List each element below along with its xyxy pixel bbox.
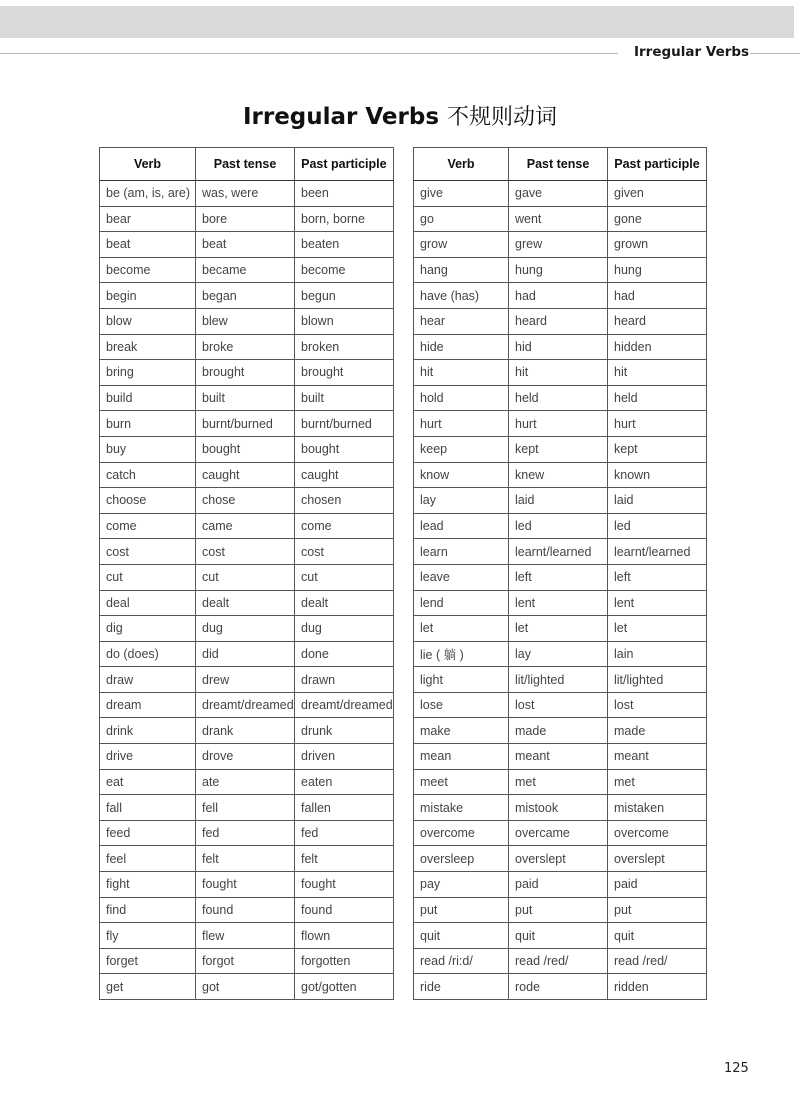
table-row — [100, 232, 394, 258]
past-tense-cell: fought — [196, 872, 295, 898]
verb-cell: hurt — [414, 411, 509, 437]
table-row — [100, 283, 394, 309]
past-participle-cell: drawn — [295, 667, 394, 693]
past-tense-cell: drew — [196, 667, 295, 693]
past-tense-cell: broke — [196, 334, 295, 360]
past-tense-cell: gave — [509, 181, 608, 207]
past-participle-cell: fought — [295, 872, 394, 898]
past-participle-cell: laid — [608, 488, 707, 514]
table-row — [100, 616, 394, 642]
past-participle-cell: given — [608, 181, 707, 207]
past-participle-cell: begun — [295, 283, 394, 309]
past-tense-cell: went — [509, 206, 608, 232]
past-tense-cell: dealt — [196, 590, 295, 616]
verbs-table-left — [99, 147, 394, 1000]
past-tense-cell: had — [509, 283, 608, 309]
verb-cell: ride — [414, 974, 509, 1000]
past-participle-cell: flown — [295, 923, 394, 949]
past-participle-cell: had — [608, 283, 707, 309]
past-tense-cell: felt — [196, 846, 295, 872]
verb-cell: fight — [100, 872, 196, 898]
table-row — [100, 897, 394, 923]
past-participle-cell: heard — [608, 308, 707, 334]
verb-cell: give — [414, 181, 509, 207]
column-header-past-participle: Past participle — [295, 148, 394, 181]
past-participle-cell: quit — [608, 923, 707, 949]
past-tense-cell: learnt/learned — [509, 539, 608, 565]
past-tense-cell: made — [509, 718, 608, 744]
past-participle-cell: brought — [295, 360, 394, 386]
verb-cell: lie ( 躺 ) — [414, 641, 509, 667]
verb-cell: do (does) — [100, 641, 196, 667]
past-tense-cell: lay — [509, 641, 608, 667]
verb-cell: hang — [414, 257, 509, 283]
past-tense-cell: overcame — [509, 820, 608, 846]
past-participle-cell: meant — [608, 744, 707, 770]
verb-cell: put — [414, 897, 509, 923]
past-tense-cell: knew — [509, 462, 608, 488]
past-participle-cell: learnt/learned — [608, 539, 707, 565]
past-tense-cell: kept — [509, 436, 608, 462]
verb-cell: lend — [414, 590, 509, 616]
verb-cell: leave — [414, 564, 509, 590]
past-tense-cell: built — [196, 385, 295, 411]
past-participle-cell: come — [295, 513, 394, 539]
table-row — [100, 667, 394, 693]
past-tense-cell: rode — [509, 974, 608, 1000]
past-participle-cell: held — [608, 385, 707, 411]
past-participle-cell: ridden — [608, 974, 707, 1000]
verb-cell: catch — [100, 462, 196, 488]
past-participle-cell: done — [295, 641, 394, 667]
table-row — [100, 539, 394, 565]
table-row — [100, 360, 394, 386]
past-tense-cell: grew — [509, 232, 608, 258]
past-tense-cell: forgot — [196, 948, 295, 974]
table-row — [100, 488, 394, 514]
past-participle-cell: hung — [608, 257, 707, 283]
past-tense-cell: paid — [509, 872, 608, 898]
past-tense-cell: fell — [196, 795, 295, 821]
table-row — [100, 820, 394, 846]
past-participle-cell: broken — [295, 334, 394, 360]
verb-cell: fly — [100, 923, 196, 949]
verb-cell: eat — [100, 769, 196, 795]
past-tense-cell: flew — [196, 923, 295, 949]
past-participle-cell: put — [608, 897, 707, 923]
table-row — [414, 948, 707, 974]
verb-cell: overcome — [414, 820, 509, 846]
table-row — [414, 692, 707, 718]
past-tense-cell: dreamt/dreamed — [196, 692, 295, 718]
table-row — [100, 641, 394, 667]
past-tense-cell: hung — [509, 257, 608, 283]
table-row — [414, 564, 707, 590]
table-row — [100, 744, 394, 770]
table-row — [100, 846, 394, 872]
past-participle-cell: dreamt/dreamed — [295, 692, 394, 718]
verb-cell: grow — [414, 232, 509, 258]
verb-cell: choose — [100, 488, 196, 514]
table-row — [100, 948, 394, 974]
verb-cell: pay — [414, 872, 509, 898]
past-participle-cell: overcome — [608, 820, 707, 846]
table-row — [414, 923, 707, 949]
table-row — [414, 488, 707, 514]
past-tense-cell: dug — [196, 616, 295, 642]
past-participle-cell: read /red/ — [608, 948, 707, 974]
table-row — [414, 769, 707, 795]
past-tense-cell: got — [196, 974, 295, 1000]
past-participle-cell: dealt — [295, 590, 394, 616]
past-participle-cell: dug — [295, 616, 394, 642]
verb-cell: make — [414, 718, 509, 744]
table-row — [414, 820, 707, 846]
past-participle-cell: built — [295, 385, 394, 411]
verb-cell: dream — [100, 692, 196, 718]
table-row — [100, 257, 394, 283]
table-row — [100, 564, 394, 590]
past-participle-cell: lit/lighted — [608, 667, 707, 693]
past-participle-cell: burnt/burned — [295, 411, 394, 437]
past-participle-cell: become — [295, 257, 394, 283]
table-row — [414, 590, 707, 616]
table-row — [100, 718, 394, 744]
past-participle-cell: fallen — [295, 795, 394, 821]
past-tense-cell: lit/lighted — [509, 667, 608, 693]
past-participle-cell: bought — [295, 436, 394, 462]
verb-cell: know — [414, 462, 509, 488]
table-row — [100, 513, 394, 539]
past-participle-cell: driven — [295, 744, 394, 770]
table-row — [414, 846, 707, 872]
verb-cell: lead — [414, 513, 509, 539]
table-row — [100, 692, 394, 718]
verb-cell: hit — [414, 360, 509, 386]
past-tense-cell: left — [509, 564, 608, 590]
column-header-past-participle: Past participle — [608, 148, 707, 181]
past-tense-cell: blew — [196, 308, 295, 334]
verb-cell: begin — [100, 283, 196, 309]
table-header-row — [414, 148, 707, 181]
past-tense-cell: overslept — [509, 846, 608, 872]
past-participle-cell: kept — [608, 436, 707, 462]
verb-cell: burn — [100, 411, 196, 437]
page-title-english: Irregular Verbs — [242, 104, 440, 130]
table-row — [414, 872, 707, 898]
past-tense-cell: held — [509, 385, 608, 411]
verb-cell: find — [100, 897, 196, 923]
verb-cell: build — [100, 385, 196, 411]
verb-cell: cut — [100, 564, 196, 590]
past-participle-cell: got/gotten — [295, 974, 394, 1000]
verb-cell: lose — [414, 692, 509, 718]
column-header-verb: Verb — [100, 148, 196, 181]
past-participle-cell: paid — [608, 872, 707, 898]
past-tense-cell: heard — [509, 308, 608, 334]
past-participle-cell: known — [608, 462, 707, 488]
table-header-row — [100, 148, 394, 181]
table-row — [414, 641, 707, 667]
past-participle-cell: forgotten — [295, 948, 394, 974]
column-header-past-tense: Past tense — [509, 148, 608, 181]
header-rule-left — [0, 53, 618, 54]
past-tense-cell: read /red/ — [509, 948, 608, 974]
table-row — [414, 257, 707, 283]
verb-cell: feel — [100, 846, 196, 872]
past-participle-cell: blown — [295, 308, 394, 334]
past-participle-cell: made — [608, 718, 707, 744]
past-tense-cell: caught — [196, 462, 295, 488]
past-participle-cell: felt — [295, 846, 394, 872]
past-tense-cell: met — [509, 769, 608, 795]
verb-cell: be (am, is, are) — [100, 181, 196, 207]
verb-cell: quit — [414, 923, 509, 949]
past-participle-cell: born, borne — [295, 206, 394, 232]
past-tense-cell: hit — [509, 360, 608, 386]
past-tense-cell: bore — [196, 206, 295, 232]
verb-cell: mistake — [414, 795, 509, 821]
past-tense-cell: cost — [196, 539, 295, 565]
past-participle-cell: left — [608, 564, 707, 590]
table-row — [100, 334, 394, 360]
page-title-chinese: 不规则动词 — [447, 105, 558, 130]
table-row — [100, 769, 394, 795]
past-tense-cell: cut — [196, 564, 295, 590]
past-tense-cell: was, were — [196, 181, 295, 207]
verb-cell: blow — [100, 308, 196, 334]
top-gray-band — [0, 6, 794, 38]
verb-cell: fall — [100, 795, 196, 821]
past-participle-cell: eaten — [295, 769, 394, 795]
table-row — [414, 539, 707, 565]
past-tense-cell: put — [509, 897, 608, 923]
past-tense-cell: burnt/burned — [196, 411, 295, 437]
verb-cell: lay — [414, 488, 509, 514]
past-tense-cell: mistook — [509, 795, 608, 821]
table-row — [414, 385, 707, 411]
past-participle-cell: found — [295, 897, 394, 923]
past-participle-cell: grown — [608, 232, 707, 258]
past-participle-cell: led — [608, 513, 707, 539]
verb-cell: feed — [100, 820, 196, 846]
verb-cell: keep — [414, 436, 509, 462]
past-participle-cell: let — [608, 616, 707, 642]
past-tense-cell: brought — [196, 360, 295, 386]
past-participle-cell: caught — [295, 462, 394, 488]
past-participle-cell: chosen — [295, 488, 394, 514]
verb-cell: hold — [414, 385, 509, 411]
verb-cell: come — [100, 513, 196, 539]
verb-cell: deal — [100, 590, 196, 616]
verb-cell: hide — [414, 334, 509, 360]
table-row — [100, 181, 394, 207]
table-row — [414, 667, 707, 693]
past-participle-cell: been — [295, 181, 394, 207]
table-row — [100, 385, 394, 411]
past-participle-cell: fed — [295, 820, 394, 846]
past-participle-cell: lent — [608, 590, 707, 616]
past-tense-cell: hurt — [509, 411, 608, 437]
verb-cell: buy — [100, 436, 196, 462]
verb-cell: learn — [414, 539, 509, 565]
past-participle-cell: mistaken — [608, 795, 707, 821]
verb-cell: beat — [100, 232, 196, 258]
verbs-table-left-body — [100, 181, 394, 1000]
past-participle-cell: cost — [295, 539, 394, 565]
table-row — [100, 436, 394, 462]
table-row — [100, 590, 394, 616]
verb-cell: light — [414, 667, 509, 693]
verb-cell: draw — [100, 667, 196, 693]
past-participle-cell: hidden — [608, 334, 707, 360]
table-row — [414, 974, 707, 1000]
verb-cell: get — [100, 974, 196, 1000]
verb-cell: hear — [414, 308, 509, 334]
past-tense-cell: lost — [509, 692, 608, 718]
table-row — [414, 206, 707, 232]
verb-cell: drive — [100, 744, 196, 770]
verb-cell: have (has) — [414, 283, 509, 309]
table-row — [414, 897, 707, 923]
table-row — [100, 872, 394, 898]
past-tense-cell: bought — [196, 436, 295, 462]
past-participle-cell: met — [608, 769, 707, 795]
past-participle-cell: gone — [608, 206, 707, 232]
table-row — [414, 334, 707, 360]
table-row — [414, 181, 707, 207]
table-row — [414, 308, 707, 334]
verb-cell: oversleep — [414, 846, 509, 872]
verb-cell: mean — [414, 744, 509, 770]
past-tense-cell: lent — [509, 590, 608, 616]
table-row — [414, 462, 707, 488]
verb-cell: cost — [100, 539, 196, 565]
verb-cell: go — [414, 206, 509, 232]
past-tense-cell: became — [196, 257, 295, 283]
table-row — [100, 795, 394, 821]
past-tense-cell: fed — [196, 820, 295, 846]
table-row — [414, 360, 707, 386]
table-row — [100, 974, 394, 1000]
verbs-table-right — [413, 147, 707, 1000]
past-participle-cell: hurt — [608, 411, 707, 437]
verb-cell: read /ri:d/ — [414, 948, 509, 974]
past-participle-cell: drunk — [295, 718, 394, 744]
table-row — [414, 795, 707, 821]
page-title — [0, 100, 800, 131]
column-header-verb: Verb — [414, 148, 509, 181]
table-row — [100, 462, 394, 488]
table-row — [414, 283, 707, 309]
past-tense-cell: began — [196, 283, 295, 309]
table-row — [100, 411, 394, 437]
table-row — [414, 718, 707, 744]
past-tense-cell: found — [196, 897, 295, 923]
table-row — [414, 232, 707, 258]
past-tense-cell: quit — [509, 923, 608, 949]
table-row — [414, 436, 707, 462]
past-tense-cell: laid — [509, 488, 608, 514]
past-tense-cell: did — [196, 641, 295, 667]
running-header: Irregular Verbs — [634, 44, 750, 60]
verb-cell: bring — [100, 360, 196, 386]
verb-cell: bear — [100, 206, 196, 232]
past-tense-cell: led — [509, 513, 608, 539]
verb-cell: become — [100, 257, 196, 283]
past-tense-cell: hid — [509, 334, 608, 360]
column-header-past-tense: Past tense — [196, 148, 295, 181]
table-row — [100, 923, 394, 949]
header-rule-right — [750, 53, 800, 54]
verb-cell: forget — [100, 948, 196, 974]
page-number: 125 — [724, 1061, 749, 1076]
past-tense-cell: beat — [196, 232, 295, 258]
past-participle-cell: lain — [608, 641, 707, 667]
past-participle-cell: overslept — [608, 846, 707, 872]
past-tense-cell: drove — [196, 744, 295, 770]
past-tense-cell: let — [509, 616, 608, 642]
verb-cell: meet — [414, 769, 509, 795]
table-row — [414, 744, 707, 770]
verb-cell: drink — [100, 718, 196, 744]
past-tense-cell: came — [196, 513, 295, 539]
past-tense-cell: ate — [196, 769, 295, 795]
past-tense-cell: chose — [196, 488, 295, 514]
table-row — [414, 411, 707, 437]
past-participle-cell: cut — [295, 564, 394, 590]
table-row — [100, 308, 394, 334]
past-participle-cell: hit — [608, 360, 707, 386]
verbs-table-right-body — [414, 181, 707, 1000]
verb-cell: dig — [100, 616, 196, 642]
past-tense-cell: drank — [196, 718, 295, 744]
table-row — [414, 513, 707, 539]
past-participle-cell: lost — [608, 692, 707, 718]
verb-cell: let — [414, 616, 509, 642]
table-row — [100, 206, 394, 232]
table-row — [414, 616, 707, 642]
past-participle-cell: beaten — [295, 232, 394, 258]
verb-cell: break — [100, 334, 196, 360]
past-tense-cell: meant — [509, 744, 608, 770]
